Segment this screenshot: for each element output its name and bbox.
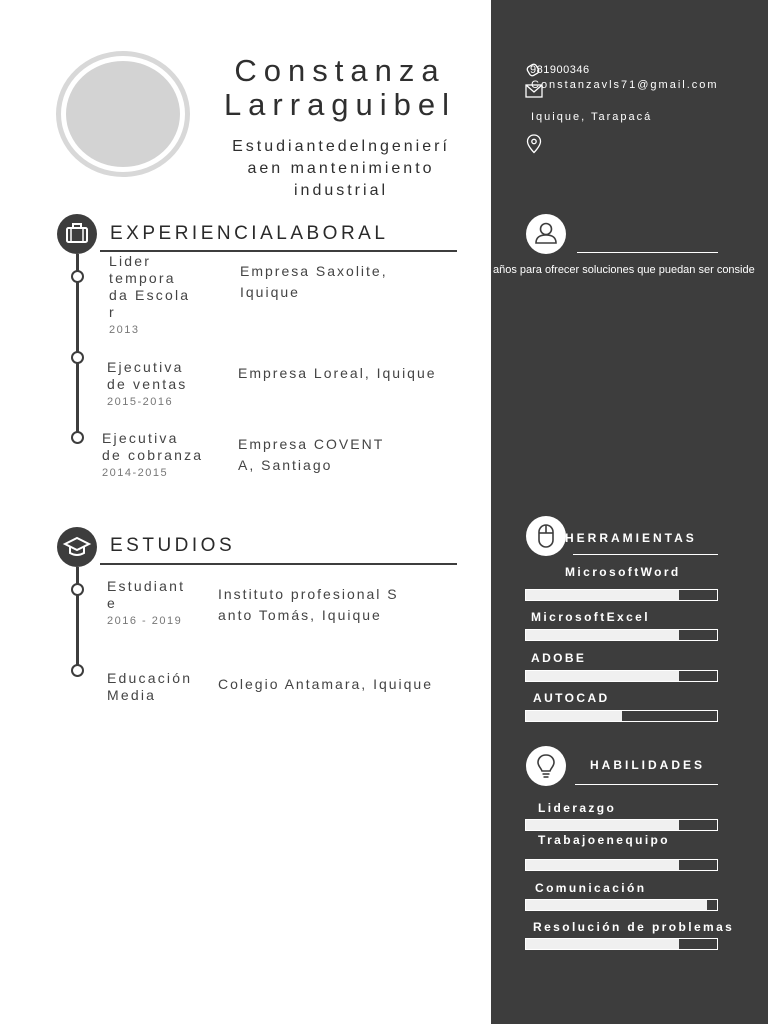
tool-level-bar (525, 589, 718, 601)
phone-number: 981900346 (530, 64, 590, 76)
lightbulb-icon (526, 746, 566, 786)
degree-line: Media (107, 687, 157, 703)
company-line: Empresa Saxolite, (240, 263, 388, 279)
education-degree (107, 578, 207, 630)
company-line: Empresa COVENT (238, 436, 385, 452)
role-line: Ejecutiva (107, 359, 184, 375)
experience-title: EXPERIENCIALABORAL (110, 223, 389, 244)
skill-label: Resolución de problemas (533, 920, 735, 934)
company-line: Empresa Loreal, Iquique (238, 365, 437, 381)
profile-summary: años para ofrecer soluciones que puedan ser conside (493, 264, 755, 276)
experience-date: 2013 (109, 324, 140, 336)
tool-level-fill (526, 671, 679, 681)
experience-company (238, 363, 437, 384)
tool-level-fill (526, 711, 622, 721)
experience-company (238, 434, 384, 476)
school-line: Colegio Antamara, Iquique (218, 676, 433, 692)
profile-photo (56, 51, 190, 177)
education-date: 2016 - 2019 (107, 615, 183, 627)
skill-level-fill (526, 860, 679, 870)
role-line: de ventas (107, 376, 188, 392)
timeline-dot (71, 270, 84, 283)
skill-label: Trabajoenequipo (538, 833, 671, 847)
company-line: Iquique (240, 284, 300, 300)
location-pin-icon (526, 134, 542, 154)
role-line: temporа (109, 270, 176, 286)
education-degree (107, 670, 217, 704)
skill-label: Liderazgo (538, 801, 617, 815)
profile-divider (577, 252, 718, 253)
experience-role (102, 430, 222, 482)
tools-title: HERRAMIENTAS (565, 531, 697, 545)
location-text: Iquique, Tarapacá (531, 111, 653, 123)
subtitle-line: aen mantenimiento (247, 160, 435, 177)
role-line: Lider (109, 253, 152, 269)
timeline-dot (71, 664, 84, 677)
company-line: A, Santiago (238, 457, 333, 473)
user-icon (526, 214, 566, 254)
skill-level-bar (525, 938, 718, 950)
experience-company (240, 261, 388, 303)
degree-line: Estudiant (107, 578, 186, 594)
experience-divider (100, 250, 457, 252)
mouse-icon (526, 516, 566, 556)
skill-level-bar (525, 899, 718, 911)
degree-line: e (107, 595, 117, 611)
education-title: ESTUDIOS (110, 535, 236, 556)
tool-level-fill (526, 590, 679, 600)
timeline-dot (71, 431, 84, 444)
tool-label: ADOBE (531, 651, 587, 665)
subtitle-line: Estudiantedelngenierí (232, 138, 450, 155)
experience-role (109, 253, 209, 339)
role-line: da Escola (109, 287, 191, 303)
role-line: r (109, 304, 116, 320)
timeline-dot (71, 583, 84, 596)
full-name (200, 54, 480, 122)
skills-title: HABILIDADES (590, 758, 706, 772)
education-school (218, 584, 399, 626)
name-line-2: Larraguibel (223, 87, 457, 122)
degree-line: Educación (107, 670, 193, 686)
school-line: Instituto profesional S (218, 586, 399, 602)
tool-label: MicrosoftExcel (531, 610, 650, 624)
skill-label: Comunicación (535, 881, 647, 895)
graduation-cap-icon (57, 527, 97, 567)
timeline-dot (71, 351, 84, 364)
tool-label: MicrosoftWord (565, 565, 681, 579)
briefcase-icon (57, 214, 97, 254)
experience-date: 2014-2015 (102, 467, 169, 479)
experience-date: 2015-2016 (107, 396, 174, 408)
education-school (218, 674, 433, 695)
tool-level-bar (525, 670, 718, 682)
skills-divider (575, 784, 718, 785)
experience-role (107, 359, 217, 411)
email-address: Constanzavls71@gmail.com (531, 79, 719, 91)
school-line: anto Tomás, Iquique (218, 607, 382, 623)
job-subtitle (196, 136, 486, 202)
tool-level-bar (525, 710, 718, 722)
tool-level-bar (525, 629, 718, 641)
role-line: de cobranza (102, 447, 204, 463)
education-divider (100, 563, 457, 565)
sidebar (491, 0, 768, 1024)
skill-level-bar (525, 819, 718, 831)
tool-label: AUTOCAD (533, 691, 610, 705)
subtitle-line: industrial (293, 182, 389, 199)
role-line: Ejecutiva (102, 430, 179, 446)
name-line-1: Constanza (234, 53, 446, 88)
skill-level-fill (526, 900, 707, 910)
tool-level-fill (526, 630, 679, 640)
skill-level-fill (526, 820, 679, 830)
skill-level-fill (526, 939, 679, 949)
skill-level-bar (525, 859, 718, 871)
tools-divider (573, 554, 718, 555)
